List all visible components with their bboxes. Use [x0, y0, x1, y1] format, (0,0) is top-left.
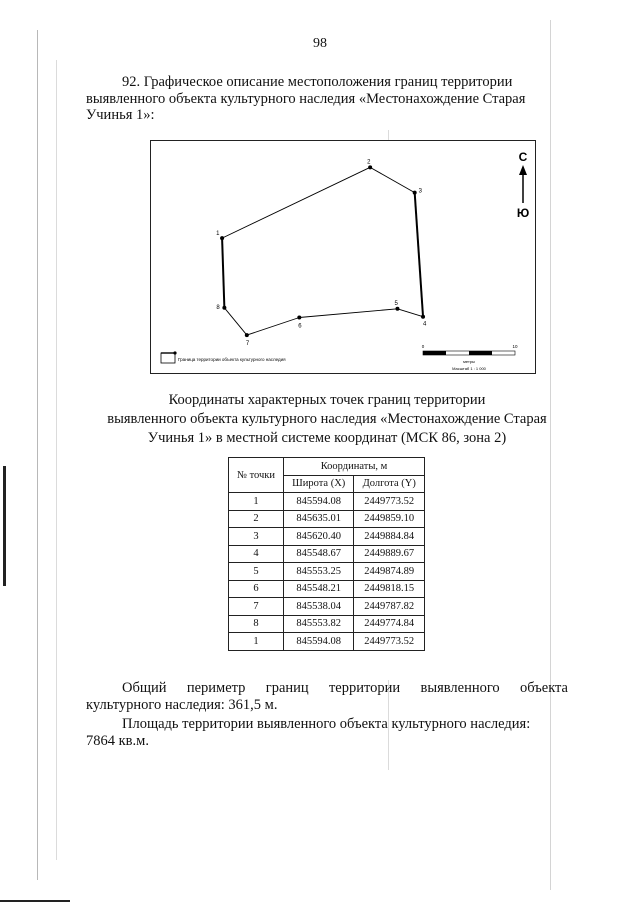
boundary-segment	[224, 308, 246, 335]
boundary-point	[368, 165, 372, 169]
header-lat: Широта (X)	[284, 475, 354, 493]
cell-point: 2	[229, 510, 284, 528]
boundary-point	[413, 191, 417, 195]
cell-lon: 2449774.84	[354, 615, 425, 633]
boundary-map-svg	[151, 141, 535, 373]
scale-bar-segment	[423, 351, 446, 355]
cell-lon: 2449787.82	[354, 598, 425, 616]
north-arrow-head	[519, 165, 527, 175]
cell-point: 4	[229, 545, 284, 563]
legend-point	[173, 351, 176, 354]
cell-lat: 845635.01	[284, 510, 354, 528]
boundary-segment	[370, 167, 415, 192]
cell-point: 5	[229, 563, 284, 581]
table-row	[229, 510, 425, 528]
cell-point: 3	[229, 528, 284, 546]
caption-line: Координаты характерных точек границ территории	[168, 392, 486, 408]
boundary-point-label: 5	[394, 300, 398, 307]
coordinates-table	[228, 457, 425, 651]
north-arrow	[517, 150, 529, 220]
boundary-segment	[222, 167, 370, 238]
scan-edge-mark	[3, 466, 6, 586]
boundary-point-label: 3	[418, 188, 423, 195]
perimeter-paragraph	[86, 680, 568, 713]
cell-lon: 2449889.67	[354, 545, 425, 563]
boundary-point-label: 4	[423, 321, 427, 328]
table-row	[229, 563, 425, 581]
cell-point: 1	[229, 493, 284, 511]
cell-lat: 845553.25	[284, 563, 354, 581]
page-number: 98	[313, 36, 327, 51]
boundary-point	[297, 315, 301, 319]
area-paragraph	[86, 716, 568, 749]
header-lon: Долгота (Y)	[354, 475, 425, 493]
scale-start-label: 0	[421, 344, 425, 349]
section-line: 92. Графическое описание местоположения границ территории	[122, 74, 513, 90]
table-caption	[86, 391, 568, 448]
cell-lat: 845620.40	[284, 528, 354, 546]
scale-unit-label: метры	[463, 359, 475, 364]
table-row	[229, 598, 425, 616]
boundary-point	[395, 307, 399, 311]
header-coords: Координаты, м	[284, 458, 425, 476]
boundary-point	[222, 306, 226, 310]
boundary-points-layer	[216, 159, 427, 347]
section-line: Учинья 1»:	[86, 107, 155, 123]
cell-point: 6	[229, 580, 284, 598]
area-line: Площадь территории выявленного объекта культурного наследия:	[122, 716, 531, 732]
boundary-point-label: 7	[245, 341, 250, 348]
legend-swatch	[161, 353, 175, 363]
section-heading	[86, 74, 568, 124]
table-row	[229, 528, 425, 546]
cell-lat: 845594.08	[284, 633, 354, 651]
table-row	[229, 580, 425, 598]
cell-lat: 845538.04	[284, 598, 354, 616]
scale-ratio-label: Масштаб 1 : 1 000	[452, 366, 486, 371]
boundary-point-label: 2	[367, 159, 371, 166]
map-legend	[161, 351, 286, 363]
boundary-segment	[299, 309, 397, 318]
scale-bar-segment	[469, 351, 492, 355]
boundary-map	[150, 140, 536, 374]
boundary-polygon-layer	[222, 167, 423, 335]
table-row	[229, 493, 425, 511]
cell-lat: 845594.08	[284, 493, 354, 511]
scan-margin-line	[550, 20, 551, 890]
scan-edge-mark	[0, 900, 70, 902]
cell-lon: 2449818.15	[354, 580, 425, 598]
caption-line: выявленного объекта культурного наследия «Местонахождение Старая	[107, 411, 547, 427]
header-point: № точки	[229, 458, 284, 493]
boundary-segment	[415, 193, 423, 317]
boundary-point-label: 6	[298, 323, 302, 330]
scan-margin-line	[37, 30, 38, 880]
cell-lat: 845553.82	[284, 615, 354, 633]
table-row	[229, 545, 425, 563]
legend-label: Граница территории объекта культурного наследия	[178, 357, 286, 362]
table-row	[229, 615, 425, 633]
boundary-point	[220, 236, 224, 240]
cell-lat: 845548.67	[284, 545, 354, 563]
south-label: Ю	[516, 206, 530, 220]
section-line: выявленного объекта культурного наследия «Местонахождение Старая	[86, 90, 526, 107]
north-label: С	[518, 150, 528, 164]
cell-lon: 2449884.84	[354, 528, 425, 546]
boundary-segment	[222, 238, 224, 308]
cell-lon: 2449859.10	[354, 510, 425, 528]
area-line: 7864 кв.м.	[86, 732, 149, 749]
scale-end-label: 10	[512, 344, 518, 349]
boundary-point-label: 8	[216, 304, 220, 311]
table-row	[229, 633, 425, 651]
caption-line: Учинья 1» в местной системе координат (МСК 86, зона 2)	[147, 430, 507, 446]
perimeter-line: культурного наследия: 361,5 м.	[86, 696, 278, 713]
boundary-point-label: 1	[216, 231, 220, 238]
cell-lon: 2449874.89	[354, 563, 425, 581]
cell-point: 1	[229, 633, 284, 651]
cell-point: 8	[229, 615, 284, 633]
boundary-point	[421, 315, 425, 319]
scan-margin-line	[56, 60, 57, 860]
scale-bar	[422, 344, 518, 371]
boundary-segment	[397, 309, 423, 317]
boundary-segment	[247, 317, 299, 335]
table-header-row	[229, 458, 425, 476]
cell-point: 7	[229, 598, 284, 616]
perimeter-line: Общий периметр границ территории выявленного объекта	[122, 680, 568, 696]
cell-lon: 2449773.52	[354, 633, 425, 651]
cell-lon: 2449773.52	[354, 493, 425, 511]
boundary-point	[245, 333, 249, 337]
cell-lat: 845548.21	[284, 580, 354, 598]
